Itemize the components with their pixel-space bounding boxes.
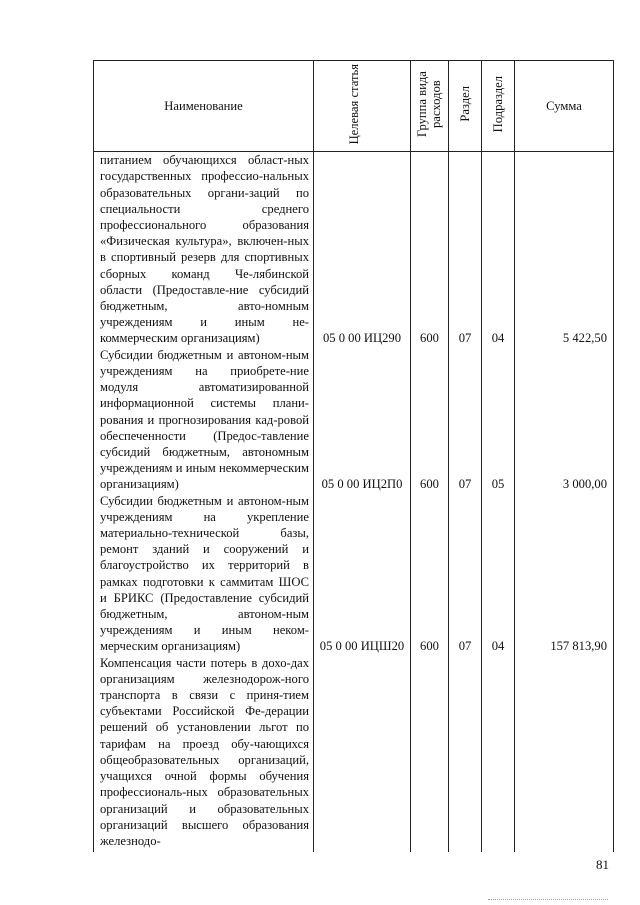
row-target: 05 0 00 ИЦ2П0 (314, 347, 411, 493)
row-section (449, 655, 482, 852)
table-row (94, 347, 614, 493)
header-name: Наименование (94, 61, 314, 152)
header-target: Целевая статья (314, 61, 411, 152)
row-group: 600 (411, 493, 449, 655)
row-group (411, 655, 449, 852)
row-name: Субсидии бюджетным и автоном-ным учреждениям на приобрете-ние модуля автоматизированной информационной системы плани-рования и прогнозирования кад-ровой обеспеченности (Предос-тавление субсидий бюджетным, автономным учреждениям и иным некоммерческим организациям) (94, 347, 314, 493)
table-row (94, 493, 614, 655)
row-target (314, 655, 411, 852)
row-sum: 5 422,50 (515, 152, 614, 347)
row-name: питанием обучающихся област-ных государственных профессио-нальных образовательных органи-заций по специальности среднего профессионального образования «Физическая культура», включен-ных в спортивный резерв для спортивных сборных команд Че-лябинской области (Предоставле-ние субсидий бюджетным, авто-номным учреждениям и иным не-коммерческим организациям) (94, 152, 314, 347)
table-row (94, 152, 614, 347)
table-row (94, 655, 614, 852)
row-group: 600 (411, 152, 449, 347)
footer-divider (488, 899, 608, 900)
row-subsection: 04 (482, 493, 515, 655)
row-subsection: 04 (482, 152, 515, 347)
header-group: Группа вида расходов (411, 61, 449, 152)
row-sum (515, 655, 614, 852)
table-header-row (94, 61, 614, 152)
row-section: 07 (449, 347, 482, 493)
row-subsection (482, 655, 515, 852)
row-sum: 3 000,00 (515, 347, 614, 493)
row-subsection: 05 (482, 347, 515, 493)
budget-table (93, 60, 614, 852)
header-subsection: Подраздел (482, 61, 515, 152)
row-section: 07 (449, 493, 482, 655)
header-section: Раздел (449, 61, 482, 152)
header-sum: Сумма (515, 61, 614, 152)
row-group: 600 (411, 347, 449, 493)
row-section: 07 (449, 152, 482, 347)
row-name: Субсидии бюджетным и автоном-ным учреждениям на укрепление материально-технической базы, ремонт зданий и сооружений и благоустройство их территорий в рамках подготовки к саммитам ШОС и БРИКС (Предоставление субсидий бюджетным, автоном-ным учреждениям и иным неком-мерческим организациям) (94, 493, 314, 655)
row-target: 05 0 00 ИЦШ20 (314, 493, 411, 655)
row-target: 05 0 00 ИЦ290 (314, 152, 411, 347)
row-name: Компенсация части потерь в дохо-дах организациям железнодорож-ного транспорта в связи с приня-тием субъектами Российской Фе-дерации решений об установлении льгот по тарифам на проезд обу-чающихся общеобразовательных организаций, учащихся очной формы обучения профессиональ-ных образовательных организаций и образовательных организаций высшего образования железнодо- (94, 655, 314, 852)
page-number: 81 (596, 857, 609, 872)
row-sum: 157 813,90 (515, 493, 614, 655)
